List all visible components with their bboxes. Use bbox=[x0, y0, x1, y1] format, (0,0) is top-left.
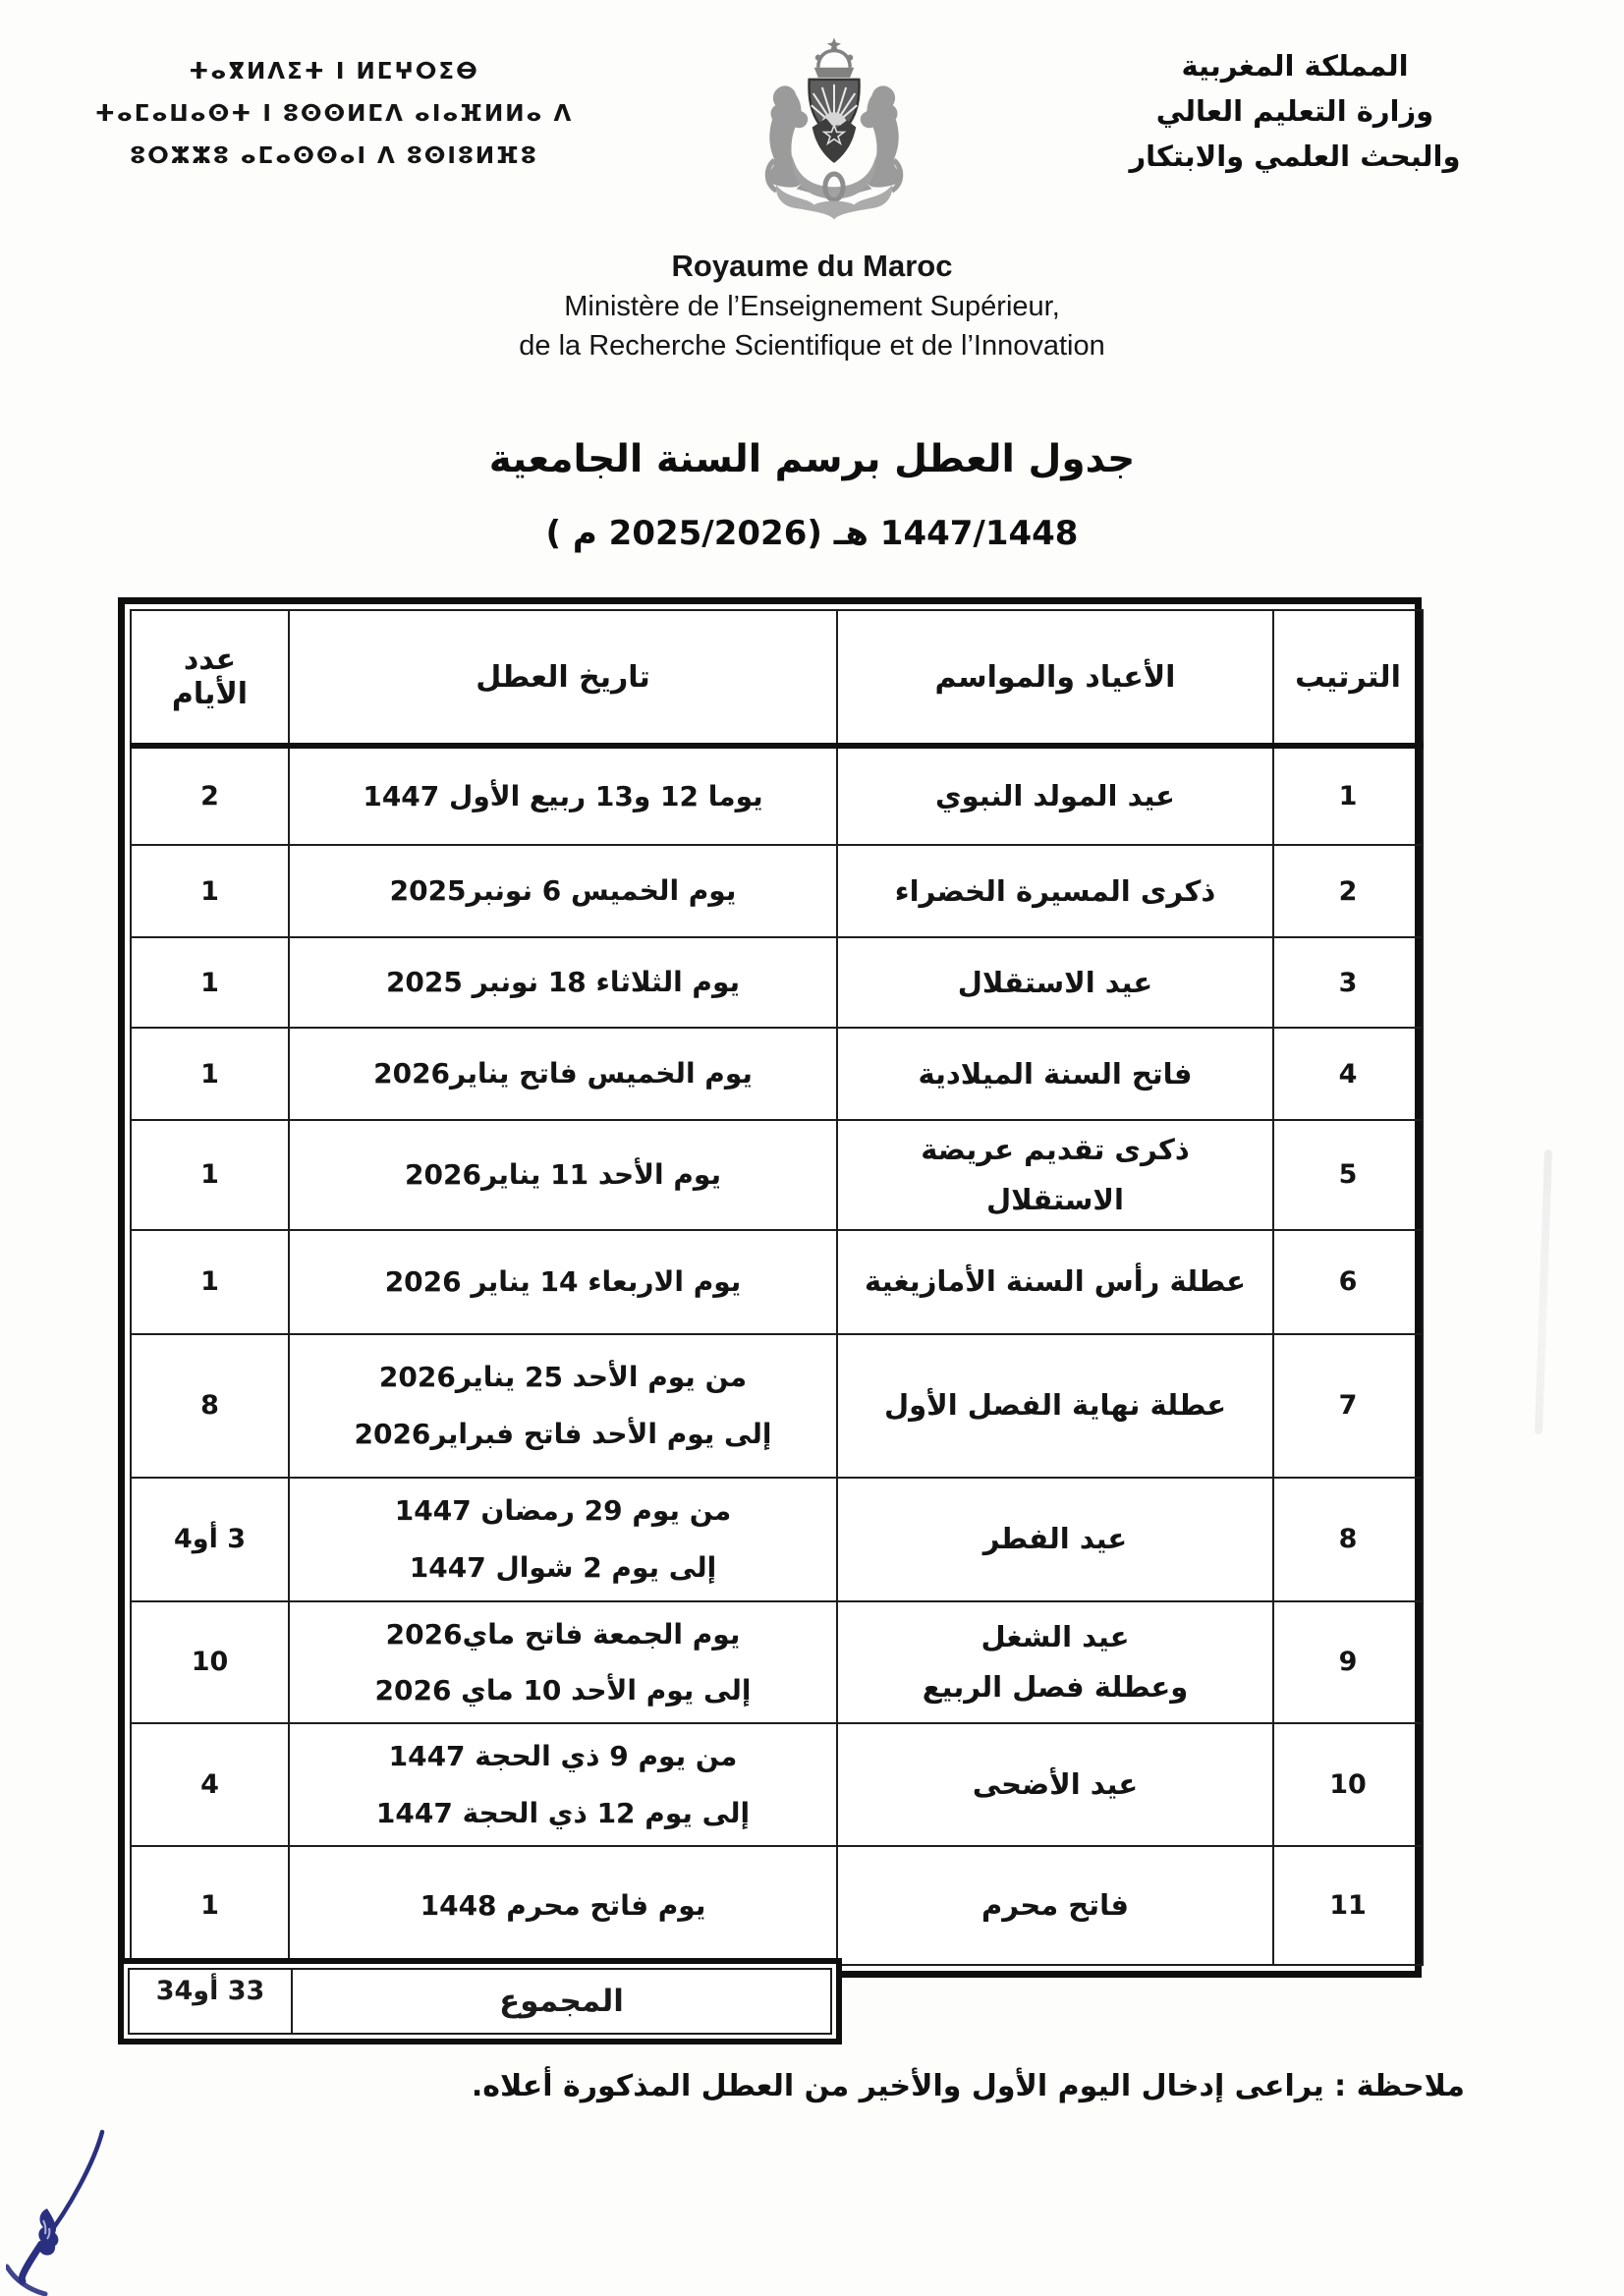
cell-days: 4 bbox=[131, 1723, 289, 1846]
tifinagh-header bbox=[88, 51, 580, 178]
cell-date: من يوم 29 رمضان 1447 إلى يوم 2 شوال 1447 bbox=[289, 1478, 837, 1601]
cell-holiday: فاتح محرم bbox=[837, 1846, 1273, 1965]
cell-holiday: عيد الأضحى bbox=[837, 1723, 1273, 1846]
cell-days: 3 أو4 bbox=[131, 1478, 289, 1601]
cell-date: يوم الاربعاء 14 يناير 2026 bbox=[289, 1230, 837, 1334]
cell-date: يوم الثلاثاء 18 نونبر 2025 bbox=[289, 937, 837, 1028]
cell-rank: 2 bbox=[1273, 845, 1423, 937]
table-row bbox=[131, 1230, 1423, 1334]
cell-days: 2 bbox=[131, 746, 289, 845]
total-box bbox=[118, 1958, 842, 2044]
cell-rank: 1 bbox=[1273, 746, 1423, 845]
cell-days: 1 bbox=[131, 937, 289, 1028]
document-title bbox=[0, 434, 1624, 556]
table-row bbox=[131, 937, 1423, 1028]
french-header-line: de la Recherche Scientifique et de l’Innovation bbox=[519, 330, 1105, 362]
footnote: ملاحظة : يراعى إدخال اليوم الأول والأخير من العطل المذكورة أعلاه. bbox=[471, 2069, 1465, 2103]
cell-days: 1 bbox=[131, 1028, 289, 1120]
cell-days: 1 bbox=[131, 1230, 289, 1334]
tifinagh-line: ⵓⵔⵣⵣⵓ ⴰⵎⴰⵙⵙⴰⵏ ⴷ ⵓⵙⵏⵓⵍⴼⵓ bbox=[130, 143, 538, 169]
cell-date: من يوم الأحد 25 يناير2026 إلى يوم الأحد فاتح فبراير2026 bbox=[289, 1334, 837, 1478]
cell-holiday: عيد المولد النبوي bbox=[837, 746, 1273, 845]
table-row bbox=[131, 845, 1423, 937]
cell-days: 10 bbox=[131, 1601, 289, 1724]
holidays-table bbox=[118, 597, 1422, 1978]
cell-date: يوم الخميس 6 نونبر2025 bbox=[289, 845, 837, 937]
cell-rank: 4 bbox=[1273, 1028, 1423, 1120]
arabic-header-line: وزارة التعليم العالي bbox=[1155, 94, 1434, 128]
cell-date: من يوم 9 ذي الحجة 1447 إلى يوم 12 ذي الحجة 1447 bbox=[289, 1723, 837, 1846]
morocco-coat-of-arms-icon bbox=[755, 37, 914, 222]
table-row bbox=[131, 1723, 1423, 1846]
cell-rank: 11 bbox=[1273, 1846, 1423, 1965]
total-days-value: 33 أو34 bbox=[130, 1970, 293, 2033]
cell-rank: 10 bbox=[1273, 1723, 1423, 1846]
tifinagh-line: ⵜⴰⴳⵍⴷⵉⵜ ⵏ ⵍⵎⵖⵔⵉⴱ bbox=[189, 59, 479, 84]
total-label: المجموع bbox=[499, 1984, 624, 2019]
table-row bbox=[131, 1334, 1423, 1478]
header-days: عدد الأيام bbox=[131, 610, 289, 746]
tifinagh-line: ⵜⴰⵎⴰⵡⴰⵙⵜ ⵏ ⵓⵙⵙⵍⵎⴷ ⴰⵏⴰⴼⵍⵍⴰ ⴷ bbox=[94, 101, 574, 127]
cell-days: 1 bbox=[131, 1120, 289, 1230]
cell-holiday: ذكرى تقديم عريضة الاستقلال bbox=[837, 1120, 1273, 1230]
cell-holiday: ذكرى المسيرة الخضراء bbox=[837, 845, 1273, 937]
cell-days: 8 bbox=[131, 1334, 289, 1478]
cell-rank: 8 bbox=[1273, 1478, 1423, 1601]
table-row bbox=[131, 1028, 1423, 1120]
cell-rank: 3 bbox=[1273, 937, 1423, 1028]
arabic-ministry-header bbox=[1074, 43, 1516, 179]
cell-days: 1 bbox=[131, 1846, 289, 1965]
holidays-tbody bbox=[131, 746, 1423, 1965]
handwritten-signature bbox=[6, 2118, 128, 2296]
cell-holiday: فاتح السنة الميلادية bbox=[837, 1028, 1273, 1120]
title-line-1: جدول العطل برسم السنة الجامعية bbox=[488, 437, 1136, 481]
french-header-line: Ministère de l’Enseignement Supérieur, bbox=[564, 291, 1060, 322]
cell-date: يوم فاتح محرم 1448 bbox=[289, 1846, 837, 1965]
cell-holiday: عطلة نهاية الفصل الأول bbox=[837, 1334, 1273, 1478]
arabic-header-line: المملكة المغربية bbox=[1181, 49, 1409, 83]
table-row bbox=[131, 1478, 1423, 1601]
cell-date: يوما 12 و13 ربيع الأول 1447 bbox=[289, 746, 837, 845]
cell-holiday: عيد الفطر bbox=[837, 1478, 1273, 1601]
scan-artifact bbox=[1535, 1149, 1552, 1434]
header-date: تاريخ العطل bbox=[289, 610, 837, 746]
arabic-header-line: والبحث العلمي والابتكار bbox=[1129, 140, 1461, 173]
french-ministry-header bbox=[0, 246, 1624, 365]
table-row bbox=[131, 1601, 1423, 1724]
cell-date: يوم الجمعة فاتح ماي2026 إلى يوم الأحد 10 ماي 2026 bbox=[289, 1601, 837, 1724]
cell-rank: 6 bbox=[1273, 1230, 1423, 1334]
header-rank: الترتيب bbox=[1273, 610, 1423, 746]
header-holiday: الأعياد والمواسم bbox=[837, 610, 1273, 746]
cell-rank: 5 bbox=[1273, 1120, 1423, 1230]
cell-rank: 9 bbox=[1273, 1601, 1423, 1724]
cell-date: يوم الأحد 11 يناير2026 bbox=[289, 1120, 837, 1230]
cell-date: يوم الخميس فاتح يناير2026 bbox=[289, 1028, 837, 1120]
cell-days: 1 bbox=[131, 845, 289, 937]
title-line-2: 1447/1448 هـ (2025/2026 م ) bbox=[545, 514, 1079, 553]
cell-holiday: عطلة رأس السنة الأمازيغية bbox=[837, 1230, 1273, 1334]
table-row bbox=[131, 746, 1423, 845]
cell-rank: 7 bbox=[1273, 1334, 1423, 1478]
cell-holiday: عيد الشغل وعطلة فصل الربيع bbox=[837, 1601, 1273, 1724]
table-row bbox=[131, 1120, 1423, 1230]
table-header-row bbox=[131, 610, 1423, 746]
cell-holiday: عيد الاستقلال bbox=[837, 937, 1273, 1028]
table-row bbox=[131, 1846, 1423, 1965]
french-header-line: Royaume du Maroc bbox=[671, 249, 953, 283]
